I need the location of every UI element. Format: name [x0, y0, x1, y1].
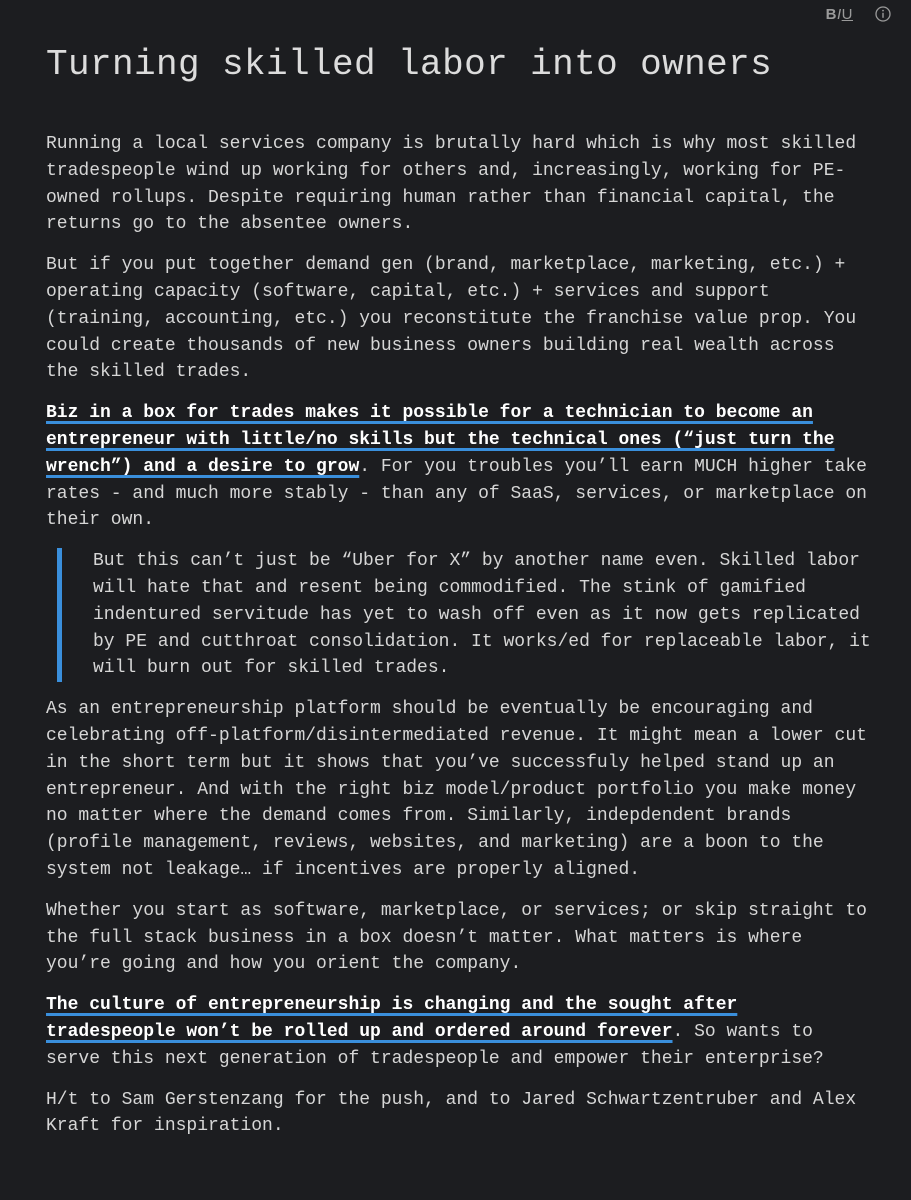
document-title[interactable]: Turning skilled labor into owners — [46, 44, 773, 85]
quote-text: But this can’t just be “Uber for X” by another name even. Skilled labor will hate that and resent being commodified. The stink of gamified indentured servitude has yet to wash off even as it now gets replicated by PE and cutthroat consolidation. It works/ed for replaceable labor, it will burn out for skilled trades. — [93, 551, 871, 679]
highlighted-text: The culture of entrepreneurship is changing and the sought after tradespeople won’t be rolled up and ordered around forever — [46, 995, 738, 1042]
paragraph-text: . For you troubles you’ll earn MUCH higher take rates - and much more stably - than any of SaaS, services, or marketplace on their own. — [46, 456, 867, 531]
paragraph-credits[interactable]: H/t to Sam Gerstenzang for the push, and to Jared Schwartzentruber and Alex Kraft for inspiration. — [46, 1089, 857, 1137]
bold-button[interactable]: B — [825, 5, 837, 23]
underline-button[interactable]: U — [841, 5, 853, 23]
paragraph-value-prop[interactable]: But if you put together demand gen (brand, marketplace, marketing, etc.) + operating capacity (software, capital, etc.) + services and support (training, accounting, etc.) you reconstitute the franchise value prop. You could create thousands of new business owners building real wealth across the skilled trades. — [46, 255, 857, 383]
text-format-buttons — [826, 6, 853, 23]
info-circle-icon[interactable] — [875, 6, 891, 22]
paragraph-text: . So wants to serve this next generation of tradespeople and empower their enterprise? — [46, 1021, 824, 1069]
paragraph-culture[interactable] — [46, 992, 876, 1072]
highlighted-text: Biz in a box for trades makes it possible for a technician to become an entrepreneur with little/no skills but the technical ones (“just turn the wrench”) and a desire to grow — [46, 403, 835, 477]
document-editor[interactable] — [46, 40, 876, 1154]
paragraph-biz-in-a-box[interactable] — [46, 400, 876, 534]
format-toolbar — [826, 4, 891, 24]
paragraph-platform[interactable]: As an entrepreneurship platform should be eventually be encouraging and celebrating off-platform/disintermediated revenue. It might mean a lower cut in the short term but it shows that you’ve successfuly helped stand up an entrepreneur. And with the right biz model/product portfolio you make money no matter where the demand comes from. Similarly, indepdendent brands (profile management, reviews, websites, and marketing) are a boon to the system not leakage… if incentives are properly aligned. — [46, 699, 867, 880]
paragraph-strategy[interactable]: Whether you start as software, marketplace, or services; or skip straight to the full stack business in a box doesn’t matter. What matters is where you’re going and how you orient the company. — [46, 900, 867, 975]
blockquote[interactable] — [57, 548, 876, 682]
paragraph-intro[interactable]: Running a local services company is brutally hard which is why most skilled tradespeople wind up working for others and, increasingly, working for PE-owned rollups. Despite requiring human rather than financial capital, the returns go to the absentee owners. — [46, 134, 857, 235]
italic-button[interactable]: I — [836, 5, 842, 23]
